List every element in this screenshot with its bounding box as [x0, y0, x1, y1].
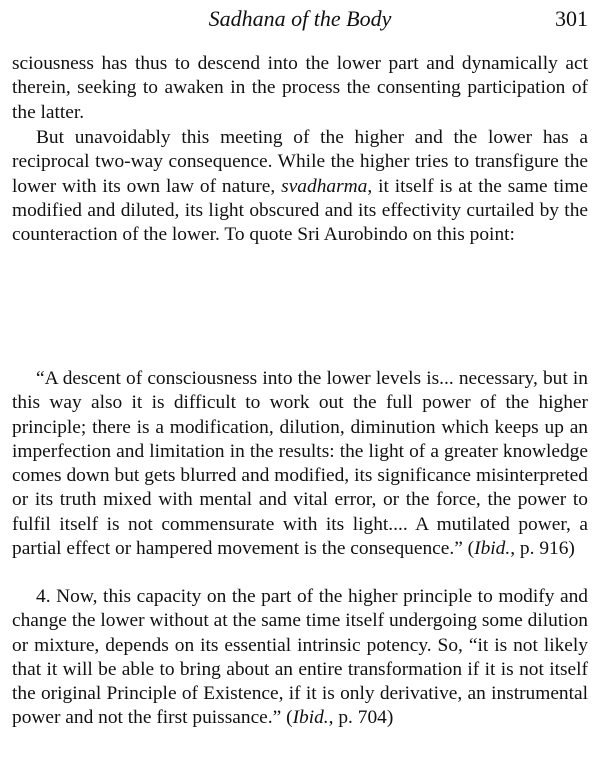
paragraph-4-cite-open: (: [281, 707, 293, 729]
paragraph-continuation: [12, 52, 588, 125]
quote-paragraph: [12, 367, 588, 561]
quote-cite-open: (: [462, 538, 475, 560]
quote-text: “A descent of consciousness into the lower levels is... necessary, but in this way also it is difficult to work out the full power of the higher principle; there is a modification, dilution, diminution which keeps up an imperfection and limitation in the results: the light of a greater knowledge comes down but gets blurred and modified, its significance misinterpreted or its truth mixed with mental and vital error, or the force, the power to fulfil itself is not commensurate with its light.... A mutilated power, a partial effect or hampered movement is the consequence.”: [12, 368, 588, 560]
paragraph-2: [12, 126, 588, 247]
paragraph-1-text: sciousness has thus to descend into the lower part and dynamically act therein, seeking to awaken in the process the consenting participation of the latter.: [12, 53, 588, 123]
paragraph-4-cite-ibid: Ibid.: [292, 707, 329, 729]
paragraph-2-lead: But unavoidably this meeting of the higher and the lower has a reciprocal two-way consequence. While the higher tries to transfigure the lower with its own law of nature,: [12, 127, 588, 197]
paragraph-4: [12, 585, 588, 731]
quote-cite-ibid: Ibid.: [474, 538, 511, 560]
page-number: 301: [555, 6, 588, 31]
running-title: Sadhana of the Body: [208, 6, 392, 31]
page-header: [12, 4, 588, 36]
paragraph-4-text: 4. Now, this capacity on the part of the higher principle to modify and change the lower without at the same time itself undergoing some dilution or mixture, depends on its essential intrinsic potency. So, “it is not likely that it will be able to bring about an entire transformation if it is not itself the original Principle of Existence, if it is only derivative, an instrumental power and not the first puissance.”: [12, 586, 588, 729]
numbered-paragraph-4: [12, 585, 588, 731]
paragraph-2-tail: , it itself is at the same time modified and diluted, its light obscured and its effectivity curtailed by the counteraction of the lower. To quote Sri Aurobindo on this point:: [12, 175, 589, 246]
quote-cite-page: , p. 916): [510, 538, 575, 560]
paragraph-4-cite-page: , p. 704): [328, 707, 394, 729]
paragraph-reciprocal-consequence: [12, 126, 588, 247]
block-quote: [12, 367, 588, 561]
term-svadharma: svadharma: [281, 175, 368, 197]
